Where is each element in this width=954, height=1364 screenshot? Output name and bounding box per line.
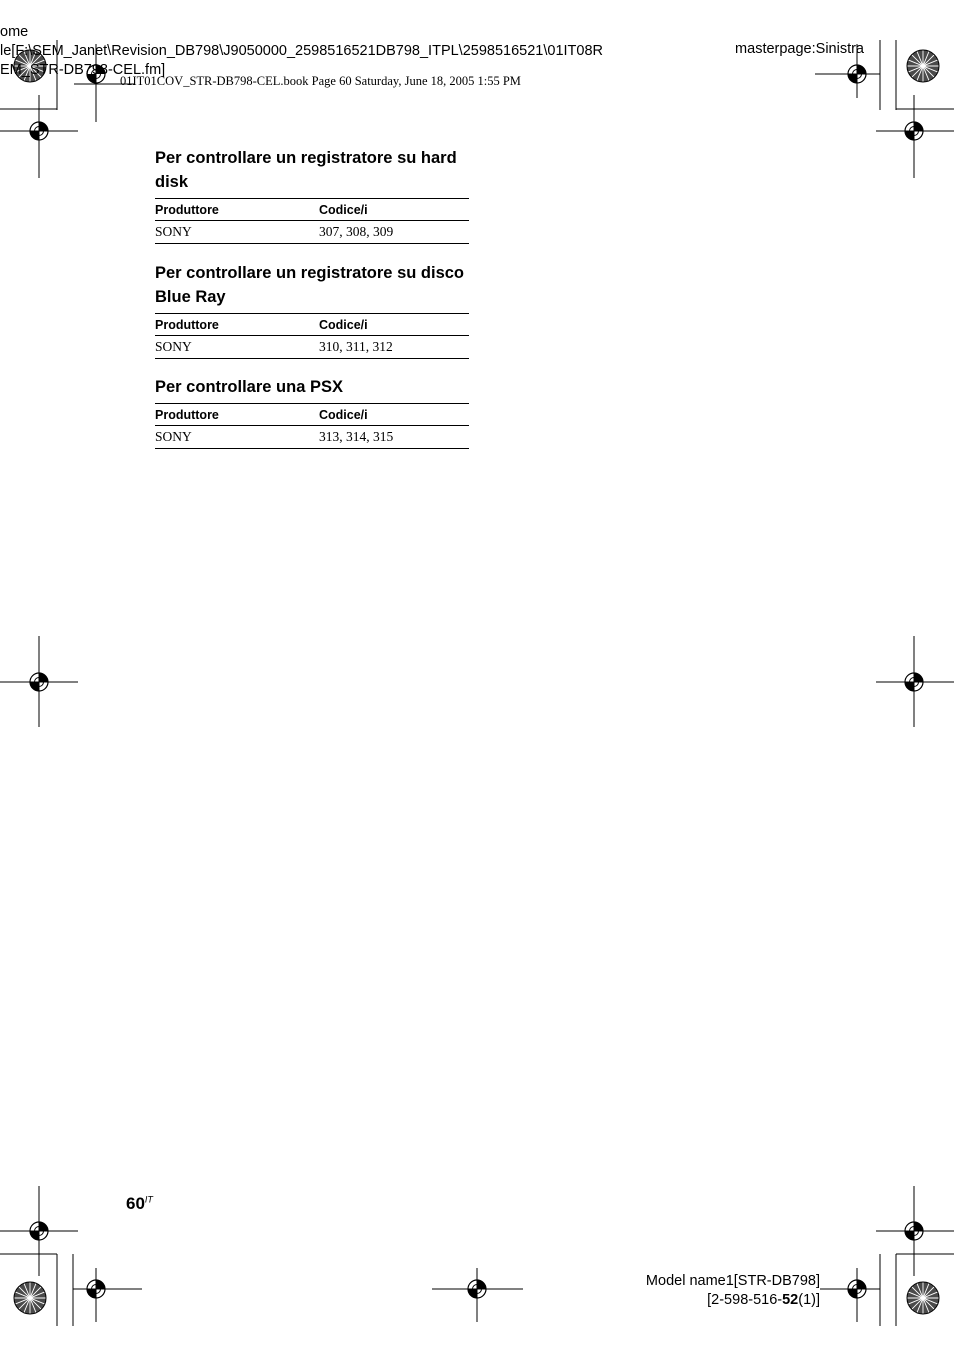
page-number	[126, 1194, 153, 1214]
table-header-row	[155, 199, 469, 221]
table-header-row	[155, 314, 469, 336]
column-header: Produttore	[155, 317, 219, 332]
column-header: Codice/i	[319, 317, 368, 332]
manufacturer-cell: SONY	[155, 224, 192, 239]
codes-cell: 313, 314, 315	[319, 429, 394, 444]
book-info: 01IT01COV_STR-DB798-CEL.book Page 60 Saturday, June 18, 2005 1:55 PM	[120, 74, 521, 88]
footer-code-prefix: [2-598-516-	[707, 1292, 783, 1308]
registration-mark-icon	[0, 1186, 78, 1276]
header-path-line-2: le[F:\SEM_Janet\Revision_DB798\J9050000_2598516521DB798_ITPL\2598516521\01IT08R	[0, 43, 603, 59]
table-header-row	[155, 404, 469, 426]
code-table	[155, 313, 469, 359]
section-hard-disk	[155, 146, 469, 244]
section-psx	[155, 375, 469, 449]
section-title: Per controllare una PSX	[155, 378, 343, 396]
page-number-value: 60	[126, 1194, 145, 1213]
page-number-suffix: IT	[144, 1194, 153, 1205]
codes-cell: 310, 311, 312	[319, 339, 393, 354]
manufacturer-cell: SONY	[155, 429, 192, 444]
masterpage-label: masterpage:Sinistra	[735, 41, 864, 57]
table-row	[155, 426, 469, 449]
registration-mark-icon	[0, 95, 78, 178]
footer-code	[646, 1291, 820, 1310]
registration-mark-icon	[876, 1186, 954, 1276]
color-target-icon	[907, 1282, 939, 1314]
registration-mark-icon	[876, 95, 954, 178]
section-title: Per controllare un registratore su hard disk	[155, 149, 457, 191]
footer-code-bold: 52	[782, 1292, 799, 1308]
codes-cell: 307, 308, 309	[319, 224, 394, 239]
registration-mark-icon	[0, 636, 78, 727]
table-row	[155, 221, 469, 244]
table-row	[155, 336, 469, 359]
registration-mark-icon	[876, 636, 954, 727]
color-target-icon	[907, 50, 939, 82]
registration-mark-icon	[87, 1268, 105, 1322]
column-header: Produttore	[155, 202, 219, 217]
section-blue-ray	[155, 261, 469, 359]
column-header: Produttore	[155, 407, 219, 422]
section-title: Per controllare un registratore su disco Blue Ray	[155, 264, 465, 306]
column-header: Codice/i	[319, 202, 368, 217]
column-header: Codice/i	[319, 407, 368, 422]
footer-model-name: Model name1[STR-DB798]	[645, 1273, 820, 1289]
code-table	[155, 403, 469, 449]
color-target-icon	[14, 1282, 46, 1314]
registration-mark-icon	[432, 1268, 523, 1322]
header-path-line-1: ome	[0, 24, 29, 40]
manufacturer-cell: SONY	[155, 339, 192, 354]
code-table	[155, 198, 469, 244]
header-path-line-3: EM_STR-DB798-CEL.fm]	[0, 62, 166, 78]
footer-code-suffix: (1)]	[798, 1292, 820, 1308]
footer-model-info	[646, 1272, 820, 1310]
registration-mark-icon	[848, 1268, 866, 1322]
